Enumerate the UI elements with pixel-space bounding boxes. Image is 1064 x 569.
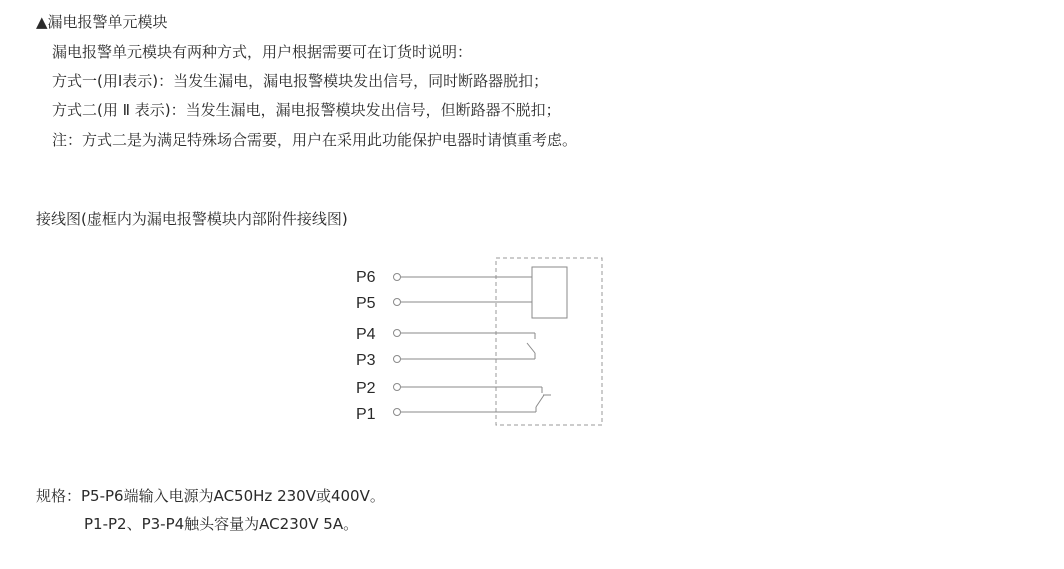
terminal-label-p6: P6 <box>356 269 376 286</box>
terminal-label-p1: P1 <box>356 406 376 423</box>
terminal-p3-circle <box>394 356 401 363</box>
terminal-p6-circle <box>394 274 401 281</box>
terminal-p2-circle <box>394 384 401 391</box>
terminal-label-p4: P4 <box>356 326 376 343</box>
relay-coil-box <box>532 267 567 318</box>
mode-two-description: 方式二(用 Ⅱ 表示)：当发生漏电，漏电报警模块发出信号，但断路器不脱扣； <box>52 101 561 119</box>
terminal-p1-circle <box>394 409 401 416</box>
terminal-p5-circle <box>394 299 401 306</box>
terminal-label-p2: P2 <box>356 380 376 397</box>
module-title: ▲漏电报警单元模块 <box>36 13 168 31</box>
specification-line-1: 规格：P5-P6端输入电源为AC50Hz 230V或400V。 <box>36 487 385 505</box>
wiring-diagram-caption: 接线图(虚框内为漏电报警模块内部附件接线图) <box>36 210 348 228</box>
terminal-label-p3: P3 <box>356 352 376 369</box>
specification-line-2: P1-P2、P3-P4触头容量为AC230V 5A。 <box>84 515 359 533</box>
terminal-label-p5: P5 <box>356 295 376 312</box>
mode-one-description: 方式一(用Ⅰ表示)：当发生漏电，漏电报警模块发出信号，同时断路器脱扣； <box>52 72 549 90</box>
module-intro: 漏电报警单元模块有两种方式，用户根据需要可在订货时说明： <box>52 43 473 61</box>
contact-p3-p4-blade <box>527 343 535 353</box>
usage-note: 注：方式二是为满足特殊场合需要，用户在采用此功能保护电器时请慎重考虑。 <box>52 131 578 149</box>
wiring-diagram <box>340 250 620 440</box>
contact-p1-p2-blade <box>536 395 544 407</box>
terminal-p4-circle <box>394 330 401 337</box>
